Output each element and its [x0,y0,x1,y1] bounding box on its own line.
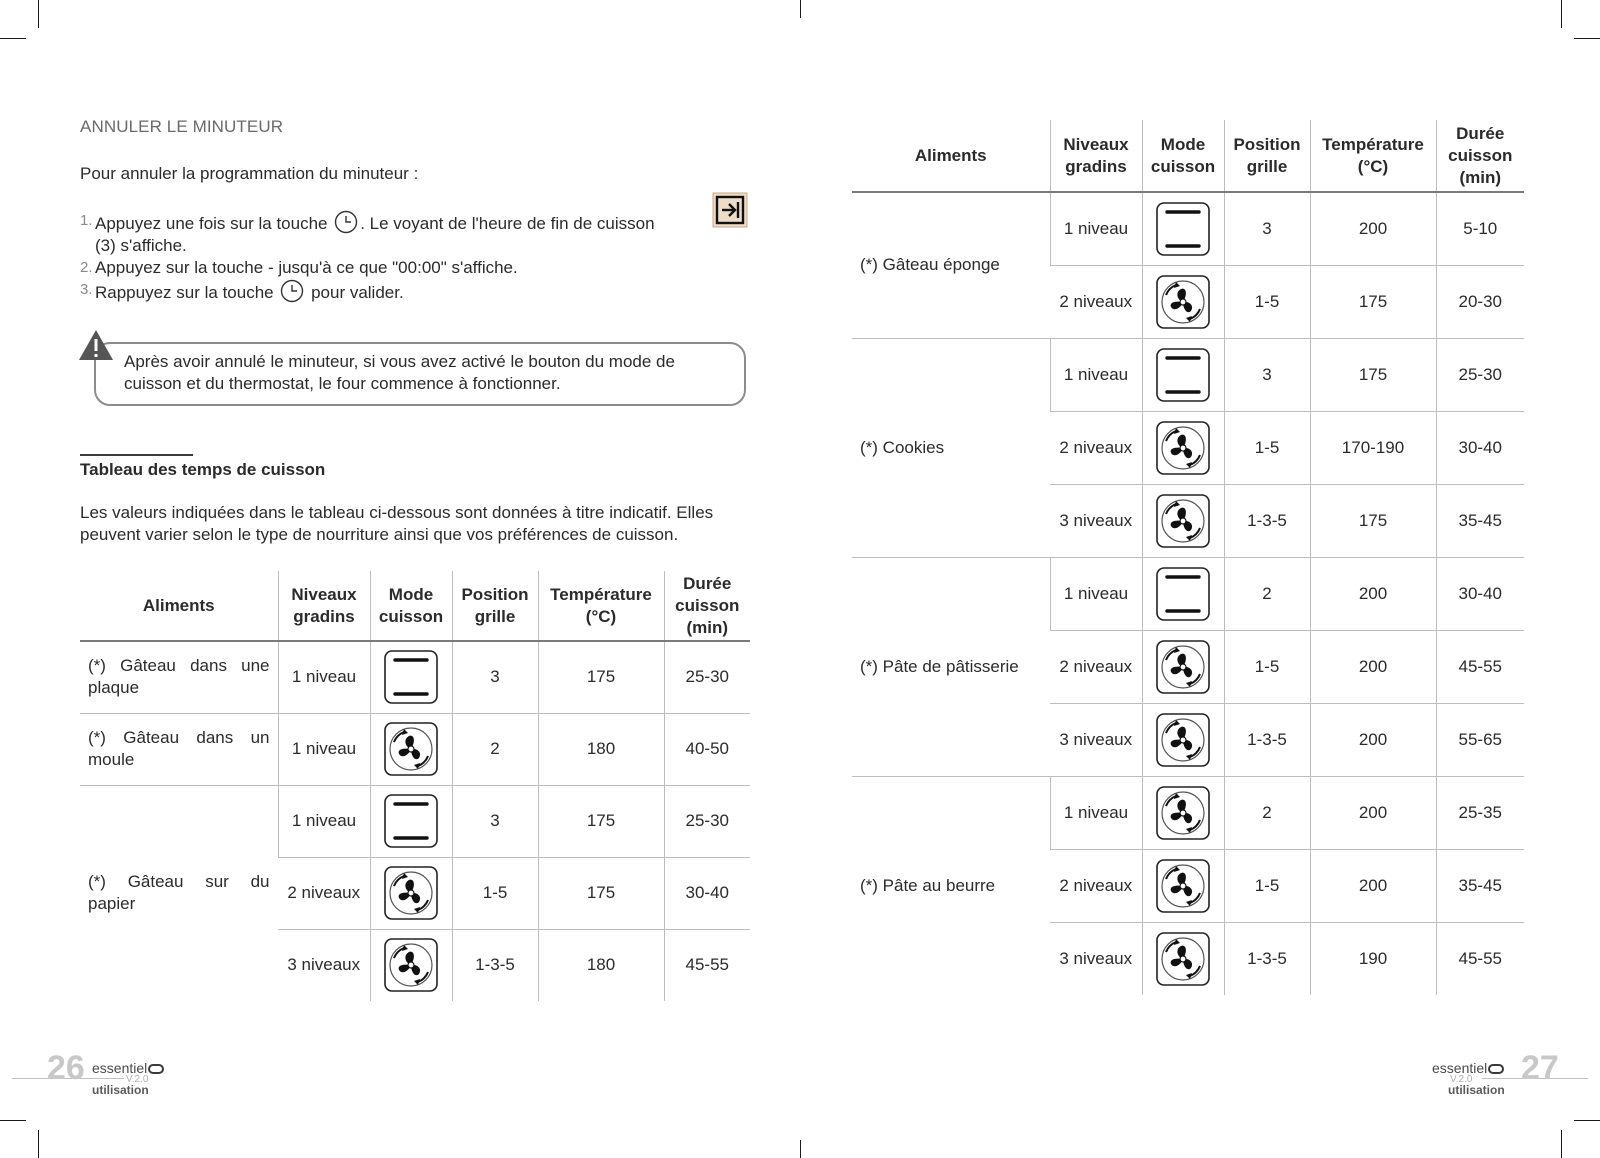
section-label: utilisation [1448,1083,1505,1097]
levels-cell: 1 niveau [278,713,370,785]
food-name-cell: (*) Gâteau dans un moule [88,728,270,769]
table-header-row [80,571,750,641]
temperature-cell: 175 [1310,484,1436,557]
levels-cell: 2 niveaux [1059,875,1133,895]
position-cell: 1-5 [1224,630,1310,703]
header-duree: Durée cuisson (min) [1436,120,1524,192]
mode-cell [1142,192,1224,265]
brand-name: essentiel [92,1060,148,1076]
table-row [80,641,750,713]
section-rule [80,454,193,456]
crop-mark [38,0,39,28]
step-number: 1. [80,212,93,229]
levels-cell: 1 niveau [1050,338,1142,411]
position-cell: 3 [1224,192,1310,265]
levels-cell: 1 niveau [1050,557,1142,630]
temperature-cell: 200 [1310,192,1436,265]
crop-mark [0,1120,26,1121]
step-1 [80,210,750,257]
table-row [852,557,1524,630]
header-position: Position grille [1224,120,1310,192]
time-cell: 25-30 [1436,338,1524,411]
crop-mark [38,1130,39,1158]
clock-icon [334,210,358,234]
levels-cell: 3 niveaux [1059,510,1133,530]
step-text: . Le voyant de l'heure de fin de cuisson [360,214,655,233]
fan-heat-icon [1155,858,1211,914]
step-number: 3. [80,281,93,298]
position-cell: 1-3-5 [1224,703,1310,776]
food-name-cell: (*) Gâteau éponge [860,255,1000,275]
position-cell: 1-3-5 [452,929,538,1001]
time-cell: 25-30 [664,641,750,713]
fan-heat-icon [1155,420,1211,476]
levels-cell: 2 niveaux [1059,437,1133,457]
mode-cell [1142,776,1224,849]
table-row [852,776,1524,849]
cooking-time-table-left [80,571,750,1001]
table-row [852,338,1524,411]
crop-mark [800,0,801,18]
food-name-cell: (*) Pâte au beurre [860,875,996,895]
mode-cell [1142,630,1224,703]
mode-cell [370,713,452,785]
table-row [80,785,750,857]
position-cell: 3 [1224,338,1310,411]
mode-cell [1142,265,1224,338]
levels-cell: 2 niveaux [1059,656,1133,676]
brand-name: essentiel [1432,1060,1488,1076]
step-3 [80,279,750,304]
steps-list [80,210,750,304]
fan-heat-icon [1155,931,1211,987]
levels-cell: 2 niveaux [287,883,361,902]
step-text: (3) s'affiche. [95,236,187,255]
mode-cell [1142,338,1224,411]
step-text: Rappuyez sur la touche [95,283,274,302]
temperature-cell: 175 [538,641,664,713]
food-name-cell: (*) Gâteau sur du papier [88,872,270,914]
table-description: Les valeurs indiquées dans le tableau ci-dessous sont données à titre indicatif. Elles peuvent varier selon le type de nourriture ainsi que vos préférences de cuisson. [80,503,714,544]
time-cell: 30-40 [1436,557,1524,630]
fan-heat-icon [1155,493,1211,549]
temperature-cell: 200 [1310,557,1436,630]
cooking-time-table-right [852,120,1524,995]
page-number: 26 [47,1049,85,1087]
intro-text: Pour annuler la programmation du minuteur : [80,164,419,183]
step-number: 2. [80,259,93,276]
header-mode: Mode cuisson [370,571,452,641]
temperature-cell: 175 [538,785,664,857]
warning-triangle-icon [78,329,114,361]
time-cell: 45-55 [1436,922,1524,995]
crop-mark [1561,1130,1562,1158]
crop-mark [800,1140,801,1158]
levels-cell: 2 niveaux [1059,291,1133,311]
position-cell: 1-5 [1224,265,1310,338]
end-time-indicator-icon [712,192,748,228]
time-cell: 55-65 [1436,703,1524,776]
temperature-cell: 200 [1310,630,1436,703]
position-cell: 2 [452,713,538,785]
time-cell: 5-10 [1436,192,1524,265]
header-niveaux: Niveaux gradins [278,571,370,641]
mode-cell [1142,922,1224,995]
conventional-heat-icon [383,793,439,849]
conventional-heat-icon [1155,566,1211,622]
step-text: pour valider. [311,283,404,302]
temperature-cell: 180 [538,713,664,785]
position-cell: 1-5 [1224,411,1310,484]
fan-heat-icon [1155,639,1211,695]
clock-icon [280,279,304,303]
fan-heat-icon [383,865,439,921]
time-cell: 35-45 [1436,849,1524,922]
temperature-cell: 200 [1310,776,1436,849]
step-text: Appuyez sur la touche - jusqu'à ce que "00:00" s'affiche. [95,258,518,277]
page-number: 27 [1521,1049,1559,1087]
time-cell: 30-40 [1436,411,1524,484]
time-cell: 25-30 [664,785,750,857]
section-label: utilisation [92,1083,149,1097]
brand-mark-icon [148,1064,164,1074]
time-cell: 40-50 [664,713,750,785]
section-heading: ANNULER LE MINUTEUR [80,117,284,136]
header-temperature: Température (°C) [1310,120,1436,192]
time-cell: 25-35 [1436,776,1524,849]
crop-mark [1574,38,1600,39]
conventional-heat-icon [1155,201,1211,257]
levels-cell: 1 niveau [278,785,370,857]
step-2 [80,257,750,279]
levels-cell: 1 niveau [1050,776,1142,849]
time-cell: 20-30 [1436,265,1524,338]
temperature-cell: 175 [538,857,664,929]
food-name-cell: (*) Cookies [860,437,945,457]
table-row [852,192,1524,265]
table-section-title: Tableau des temps de cuisson [80,460,326,479]
temperature-cell: 190 [1310,922,1436,995]
time-cell: 45-55 [664,929,750,1001]
food-name-cell: (*) Pâte de pâtisserie [860,656,1019,676]
table-row [80,713,750,785]
mode-cell [1142,411,1224,484]
conventional-heat-icon [1155,347,1211,403]
levels-cell: 3 niveaux [1059,948,1133,968]
temperature-cell: 175 [1310,338,1436,411]
time-cell: 30-40 [664,857,750,929]
crop-mark [1561,0,1562,28]
food-name-cell: (*) Gâteau dans une plaque [88,656,270,698]
warning-note-text: Après avoir annulé le minuteur, si vous avez activé le bouton du mode de cuisson et du thermostat, le four commence à fonctionner. [124,352,675,393]
fan-heat-icon [1155,712,1211,768]
header-duree: Durée cuisson (min) [664,571,750,641]
table-header-row [852,120,1524,192]
position-cell: 1-5 [452,857,538,929]
mode-cell [1142,703,1224,776]
mode-cell [370,641,452,713]
header-mode: Mode cuisson [1142,120,1224,192]
temperature-cell: 175 [1310,265,1436,338]
version-label: V.2.0 [126,1074,149,1085]
header-niveaux: Niveaux gradins [1050,120,1142,192]
position-cell: 1-5 [1224,849,1310,922]
temperature-cell: 170-190 [1310,411,1436,484]
mode-cell [370,857,452,929]
temperature-cell: 200 [1310,703,1436,776]
position-cell: 3 [452,785,538,857]
mode-cell [1142,849,1224,922]
step-text: Appuyez une fois sur la touche [95,214,328,233]
crop-mark [0,38,26,39]
position-cell: 1-3-5 [1224,922,1310,995]
fan-heat-icon [383,937,439,993]
fan-heat-icon [1155,274,1211,330]
fan-heat-icon [1155,785,1211,841]
crop-mark [1574,1120,1600,1121]
mode-cell [1142,484,1224,557]
time-cell: 45-55 [1436,630,1524,703]
header-aliments: Aliments [142,595,215,615]
conventional-heat-icon [383,649,439,705]
mode-cell [1142,557,1224,630]
mode-cell [370,929,452,1001]
position-cell: 3 [452,641,538,713]
levels-cell: 3 niveaux [287,955,361,975]
levels-cell: 3 niveaux [1059,729,1133,749]
mode-cell [370,785,452,857]
fan-heat-icon [383,721,439,777]
levels-cell: 1 niveau [1050,192,1142,265]
time-cell: 35-45 [1436,484,1524,557]
brand-mark-icon [1488,1064,1504,1074]
position-cell: 2 [1224,557,1310,630]
temperature-cell: 200 [1310,849,1436,922]
temperature-cell: 180 [538,929,664,1001]
levels-cell: 1 niveau [278,641,370,713]
position-cell: 2 [1224,776,1310,849]
header-aliments: Aliments [914,145,987,165]
header-temperature: Température (°C) [538,571,664,641]
position-cell: 1-3-5 [1224,484,1310,557]
version-label: V.2.0 [1450,1074,1473,1085]
header-position: Position grille [452,571,538,641]
